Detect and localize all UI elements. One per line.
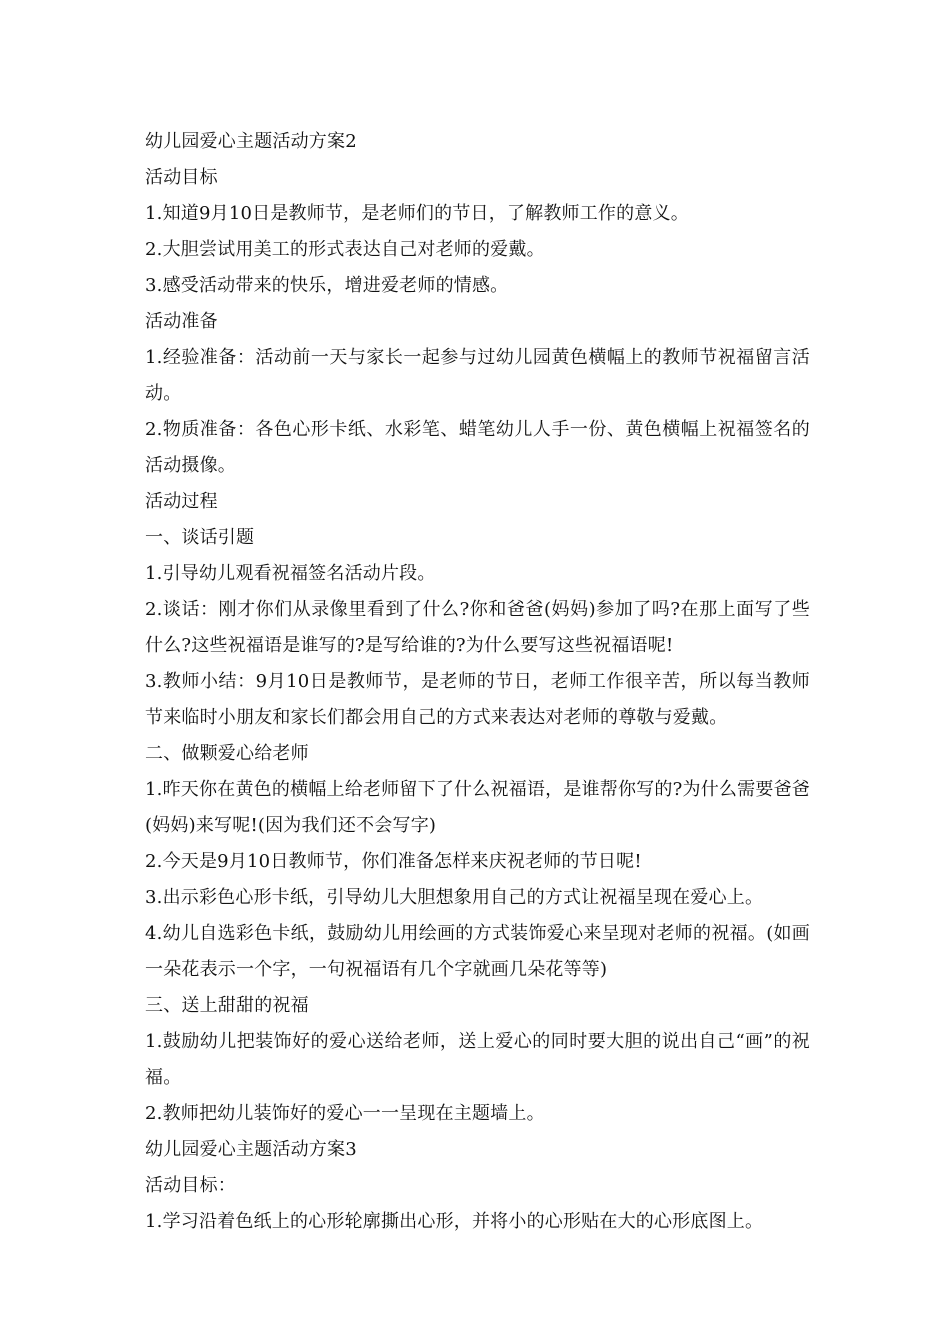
heading-preparation: 活动准备 — [145, 311, 218, 332]
heading-goals: 活动目标 — [145, 167, 218, 188]
document-body — [145, 124, 810, 1240]
paragraph: 2.教师把幼儿装饰好的爱心一一呈现在主题墙上。 — [145, 1103, 545, 1124]
paragraph: 2.谈话：刚才你们从录像里看到了什么?你和爸爸(妈妈)参加了吗?在那上面写了些什么?这些祝福语是谁写的?是写给谁的?为什么要写这些祝福语呢! — [145, 599, 810, 656]
subheading: 三、送上甜甜的祝福 — [145, 995, 309, 1016]
paragraph: 3.出示彩色心形卡纸，引导幼儿大胆想象用自己的方式让祝福呈现在爱心上。 — [145, 887, 764, 908]
subheading: 二、做颗爱心给老师 — [145, 743, 309, 764]
section-title: 幼儿园爱心主题活动方案2 — [145, 131, 357, 152]
paragraph: 1.昨天你在黄色的横幅上给老师留下了什么祝福语，是谁帮你写的?为什么需要爸爸(妈妈)来写呢!(因为我们还不会写字) — [145, 779, 810, 836]
section-title: 幼儿园爱心主题活动方案3 — [145, 1139, 357, 1160]
paragraph: 2.物质准备：各色心形卡纸、水彩笔、蜡笔幼儿人手一份、黄色横幅上祝福签名的活动摄像。 — [145, 419, 810, 476]
heading-goals: 活动目标： — [145, 1175, 236, 1196]
heading-process: 活动过程 — [145, 491, 218, 512]
paragraph: 3.感受活动带来的快乐，增进爱老师的情感。 — [145, 275, 509, 296]
paragraph: 1.知道9月10日是教师节，是老师们的节日，了解教师工作的意义。 — [145, 203, 689, 224]
paragraph: 4.幼儿自选彩色卡纸，鼓励幼儿用绘画的方式装饰爱心来呈现对老师的祝福。(如画一朵花表示一个字，一句祝福语有几个字就画几朵花等等) — [145, 923, 810, 980]
paragraph: 2.大胆尝试用美工的形式表达自己对老师的爱戴。 — [145, 239, 545, 260]
paragraph: 1.经验准备：活动前一天与家长一起参与过幼儿园黄色横幅上的教师节祝福留言活动。 — [145, 347, 810, 404]
paragraph: 1.引导幼儿观看祝福签名活动片段。 — [145, 563, 436, 584]
paragraph: 2.今天是9月10日教师节，你们准备怎样来庆祝老师的节日呢! — [145, 851, 642, 872]
subheading: 一、谈话引题 — [145, 527, 255, 548]
paragraph: 3.教师小结：9月10日是教师节，是老师的节日，老师工作很辛苦，所以每当教师节来临时小朋友和家长们都会用自己的方式来表达对老师的尊敬与爱戴。 — [145, 671, 810, 728]
paragraph: 1.学习沿着色纸上的心形轮廓撕出心形，并将小的心形贴在大的心形底图上。 — [145, 1211, 764, 1232]
paragraph: 1.鼓励幼儿把装饰好的爱心送给老师，送上爱心的同时要大胆的说出自己“画”的祝福。 — [145, 1031, 810, 1088]
